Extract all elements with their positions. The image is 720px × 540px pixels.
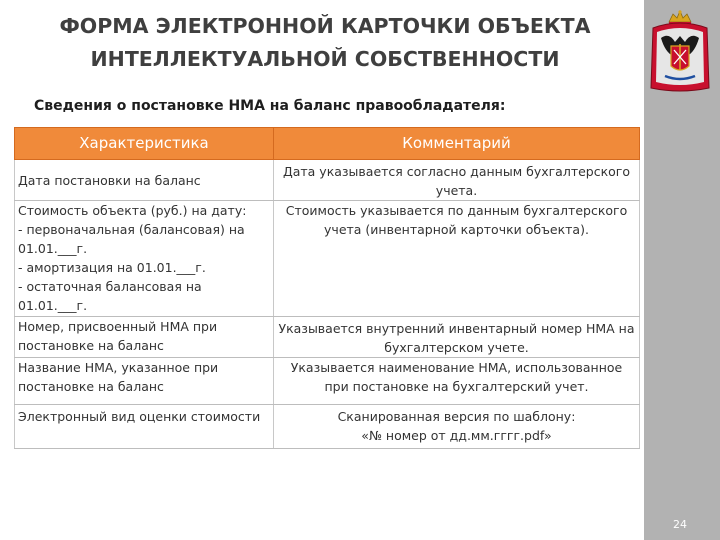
table-row (15, 317, 640, 358)
comment-cell: Дата указывается согласно данным бухгалтерского учета. (274, 160, 640, 201)
table-row (15, 405, 640, 449)
column-header-characteristic: Характеристика (15, 128, 274, 160)
comment-cell: Сканированная версия по шаблону: «№ номер от дд.мм.гггг.pdf» (274, 405, 640, 449)
characteristic-cell: Стоимость объекта (руб.) на дату: - первоначальная (балансовая) на 01.01.___г. - амортизация на 01.01.___г. - остаточная балансовая на 01.01.___г. (15, 201, 274, 317)
characteristic-cell: Электронный вид оценки стоимости (15, 405, 274, 449)
characteristic-cell: Название НМА, указанное при постановке на баланс (15, 358, 274, 405)
column-header-comment: Комментарий (274, 128, 640, 160)
table-row (15, 358, 640, 405)
comment-cell: Указывается внутренний инвентарный номер НМА на бухгалтерском учете. (274, 317, 640, 358)
page-title: ФОРМА ЭЛЕКТРОННОЙ КАРТОЧКИ ОБЪЕКТА ИНТЕЛЛЕКТУАЛЬНОЙ СОБСТВЕННОСТИ (59, 14, 591, 71)
saint-petersburg-coat-of-arms-icon (647, 8, 713, 94)
table-header-row (15, 128, 640, 160)
characteristic-cell: Номер, присвоенный НМА при постановке на баланс (15, 317, 274, 358)
table-row (15, 160, 640, 201)
comment-cell: Указывается наименование НМА, использованное при постановке на бухгалтерский учет. (274, 358, 640, 405)
page-number: 24 (673, 518, 687, 531)
side-bar-edge (640, 0, 644, 540)
table-row (15, 201, 640, 317)
balance-info-table (14, 127, 640, 449)
section-subtitle: Сведения о постановке НМА на баланс правообладателя: (34, 98, 506, 114)
comment-cell: Стоимость указывается по данным бухгалтерского учета (инвентарной карточки объекта). (274, 201, 640, 317)
characteristic-cell: Дата постановки на баланс (15, 160, 274, 201)
